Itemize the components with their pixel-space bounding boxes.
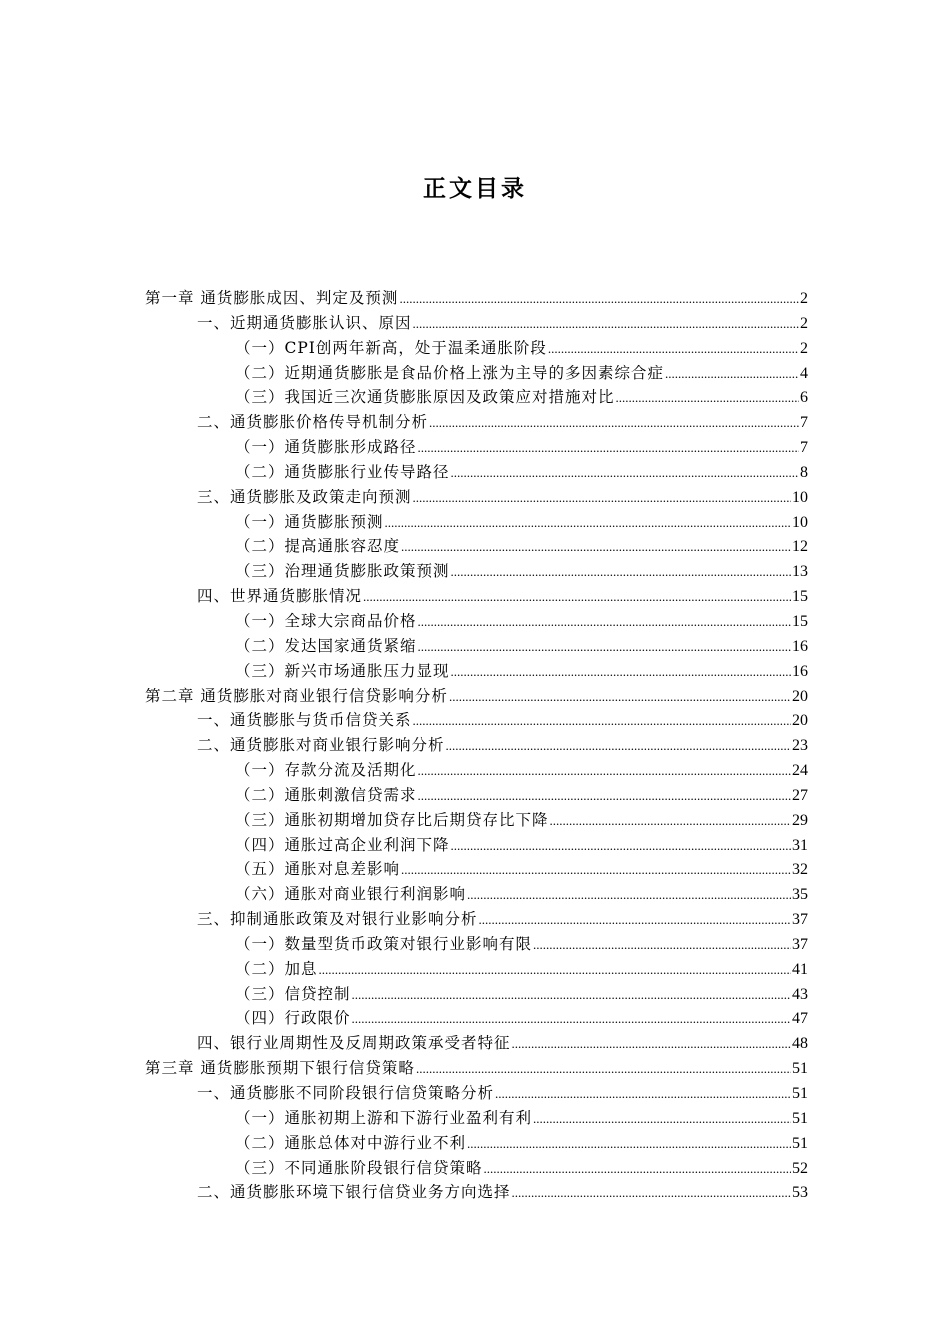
- toc-dot-leader: [616, 386, 799, 411]
- toc-entry-title: （二）通胀总体对中游行业不利: [235, 1133, 467, 1152]
- toc-dot-leader: [467, 883, 791, 908]
- toc-dot-leader: [418, 610, 791, 635]
- toc-dot-leader: [416, 1057, 791, 1082]
- toc-entry[interactable]: [145, 1031, 808, 1056]
- toc-dot-leader: [451, 461, 799, 486]
- toc-entry-title: （三）我国近三次通货膨胀原因及政策应对措施对比: [235, 388, 615, 407]
- toc-entry[interactable]: [145, 833, 808, 858]
- toc-page-number: 51: [792, 1134, 808, 1152]
- toc-entry[interactable]: [145, 584, 808, 609]
- toc-entry[interactable]: [145, 783, 808, 808]
- toc-page-number: 29: [792, 811, 808, 829]
- toc-entry-title: 二、通货膨胀价格传导机制分析: [197, 413, 429, 432]
- toc-entry[interactable]: [145, 361, 808, 386]
- toc-page-number: 2: [800, 314, 808, 332]
- toc-dot-leader: [548, 337, 799, 362]
- toc-entry[interactable]: [145, 808, 808, 833]
- toc-entry-title: 一、通货膨胀与货币信贷关系: [197, 711, 412, 730]
- toc-dot-leader: [451, 560, 791, 585]
- toc-dot-leader: [363, 585, 791, 610]
- toc-page-number: 7: [800, 414, 808, 432]
- toc-dot-leader: [533, 933, 791, 958]
- toc-entry-title: （一）存款分流及活期化: [235, 761, 417, 780]
- toc-entry[interactable]: [145, 659, 808, 684]
- toc-dot-leader: [352, 983, 791, 1008]
- toc-dot-leader: [418, 635, 791, 660]
- toc-entry-title: 三、通货膨胀及政策走向预测: [197, 487, 412, 506]
- toc-entry-title: （三）信贷控制: [235, 984, 351, 1003]
- toc-entry-title: 二、通货膨胀环境下银行信贷业务方向选择: [197, 1183, 511, 1202]
- page-title: 正文目录: [423, 176, 527, 202]
- toc-entry-title: （三）治理通货膨胀政策预测: [235, 562, 450, 581]
- toc-page-number: 51: [792, 1109, 808, 1127]
- toc-page-number: 32: [792, 861, 808, 879]
- toc-entry[interactable]: [145, 435, 808, 460]
- toc-page-number: 23: [792, 737, 808, 755]
- toc-entry-title: 第三章 通货膨胀预期下银行信贷策略: [145, 1059, 415, 1078]
- toc-dot-leader: [451, 660, 791, 685]
- toc-entry-title: （一）通货膨胀预测: [235, 512, 384, 531]
- toc-entry[interactable]: [145, 485, 808, 510]
- toc-page-number: 10: [792, 513, 808, 531]
- toc-dot-leader: [451, 834, 791, 859]
- toc-page-number: 20: [792, 712, 808, 730]
- toc-page-number: 47: [792, 1010, 808, 1028]
- toc-entry[interactable]: [145, 1006, 808, 1031]
- toc-entry[interactable]: [145, 1131, 808, 1156]
- toc-page-number: 6: [800, 389, 808, 407]
- toc-entry-title: 四、世界通货膨胀情况: [197, 587, 363, 606]
- toc-entry-title: （二）发达国家通货紧缩: [235, 636, 417, 655]
- toc-page-number: 15: [792, 612, 808, 630]
- toc-entry-title: （二）通胀刺激信贷需求: [235, 785, 417, 804]
- toc-entry-title: （一）全球大宗商品价格: [235, 611, 417, 630]
- toc-entry[interactable]: [145, 634, 808, 659]
- toc-dot-leader: [418, 759, 791, 784]
- toc-entry[interactable]: [145, 1056, 808, 1081]
- toc-entry[interactable]: [145, 882, 808, 907]
- toc-entry[interactable]: [145, 311, 808, 336]
- toc-entry-title: 第二章 通货膨胀对商业银行信贷影响分析: [145, 686, 448, 705]
- toc-dot-leader: [484, 1157, 791, 1182]
- toc-entry[interactable]: [145, 907, 808, 932]
- toc-entry[interactable]: [145, 460, 808, 485]
- toc-entry[interactable]: [145, 708, 808, 733]
- toc-entry-title: 一、近期通货膨胀认识、原因: [197, 313, 412, 332]
- toc-entry[interactable]: [145, 982, 808, 1007]
- toc-page-number: 13: [792, 563, 808, 581]
- toc-dot-leader: [401, 535, 791, 560]
- toc-page-number: 2: [800, 339, 808, 357]
- toc-page-number: 37: [792, 935, 808, 953]
- toc-entry-title: 四、银行业周期性及反周期政策承受者特征: [197, 1034, 511, 1053]
- toc-page-number: 12: [792, 538, 808, 556]
- toc-entry[interactable]: [145, 1156, 808, 1181]
- toc-page-number: 16: [792, 637, 808, 655]
- toc-entry-title: 第一章 通货膨胀成因、判定及预测: [145, 289, 399, 307]
- toc-entry[interactable]: [145, 385, 808, 410]
- toc-page-number: 7: [800, 439, 808, 457]
- toc-dot-leader: [665, 362, 799, 387]
- toc-entry-title: （二）通货膨胀行业传导路径: [235, 462, 450, 481]
- toc-entry-title: （一）数量型货币政策对银行业影响有限: [235, 934, 533, 953]
- toc-entry[interactable]: [145, 510, 808, 535]
- toc-entry[interactable]: [145, 758, 808, 783]
- toc-entry[interactable]: [145, 286, 808, 311]
- toc-dot-leader: [467, 1132, 791, 1157]
- toc-dot-leader: [418, 436, 799, 461]
- toc-page-number: 43: [792, 985, 808, 1003]
- toc-page-number: 48: [792, 1035, 808, 1053]
- toc-entry-title: （三）通胀初期增加贷存比后期贷存比下降: [235, 810, 549, 829]
- toc-entry[interactable]: [145, 609, 808, 634]
- toc-page-number: 41: [792, 960, 808, 978]
- toc-dot-leader: [352, 1007, 791, 1032]
- toc-page-number: 52: [792, 1159, 808, 1177]
- toc-entry-title: 一、通货膨胀不同阶段银行信贷策略分析: [197, 1084, 495, 1102]
- toc-entry-title: （二）加息: [235, 959, 318, 978]
- toc-entry[interactable]: [145, 1180, 808, 1205]
- toc-dot-leader: [479, 908, 791, 933]
- toc-page-number: 2: [800, 290, 808, 307]
- toc-dot-leader: [413, 312, 799, 337]
- toc-entry-title: （四）行政限价: [235, 1009, 351, 1028]
- toc-entry-title: （一）通货膨胀形成路径: [235, 438, 417, 457]
- toc-dot-leader: [512, 1032, 791, 1057]
- toc-dot-leader: [429, 411, 799, 436]
- toc-page-number: 53: [792, 1184, 808, 1202]
- toc-entry-title: （一）CPI创两年新高，处于温柔通胀阶段: [235, 338, 547, 357]
- toc-dot-leader: [446, 734, 791, 759]
- toc-entry-title: （一）通胀初期上游和下游行业盈利有利: [235, 1108, 533, 1127]
- toc-dot-leader: [533, 1107, 791, 1132]
- toc-dot-leader: [449, 685, 791, 710]
- toc-page-number: 20: [792, 687, 808, 705]
- toc-entry[interactable]: [145, 336, 808, 361]
- toc-dot-leader: [401, 858, 791, 883]
- toc-entry-title: 三、抑制通胀政策及对银行业影响分析: [197, 910, 478, 929]
- toc-entry-title: （六）通胀对商业银行利润影响: [235, 885, 467, 904]
- toc-entry[interactable]: [145, 410, 808, 435]
- toc-dot-leader: [413, 486, 791, 511]
- toc-entry-title: （四）通胀过高企业利润下降: [235, 835, 450, 854]
- toc-entry[interactable]: [145, 957, 808, 982]
- toc-entry-title: （二）近期通货膨胀是食品价格上涨为主导的多因素综合症: [235, 363, 665, 382]
- toc-entry-title: 二、通货膨胀对商业银行影响分析: [197, 736, 445, 755]
- toc-dot-leader: [550, 809, 791, 834]
- toc-entry[interactable]: [145, 1106, 808, 1131]
- toc-page-number: 16: [792, 662, 808, 680]
- toc-page-number: 10: [792, 488, 808, 506]
- toc-entry-title: （二）提高通胀容忍度: [235, 537, 401, 556]
- toc-page-number: 24: [792, 762, 808, 780]
- toc-page-number: 37: [792, 911, 808, 929]
- toc-entry[interactable]: [145, 1081, 808, 1106]
- toc-dot-leader: [319, 958, 791, 983]
- toc-page-number: 51: [792, 1085, 808, 1102]
- toc-entry[interactable]: [145, 559, 808, 584]
- toc-dot-leader: [413, 709, 791, 734]
- toc-entry[interactable]: [145, 733, 808, 758]
- toc-entry[interactable]: [145, 534, 808, 559]
- toc-dot-leader: [399, 287, 799, 312]
- toc-page-number: 51: [792, 1060, 808, 1078]
- toc-page-number: 8: [800, 463, 808, 481]
- toc-dot-leader: [512, 1181, 791, 1206]
- toc-dot-leader: [418, 784, 791, 809]
- toc-entry[interactable]: [145, 857, 808, 882]
- toc-page-number: 4: [800, 364, 808, 382]
- toc-page-number: 31: [792, 836, 808, 854]
- toc-page-number: 35: [792, 886, 808, 904]
- toc-page-number: 27: [792, 786, 808, 804]
- toc-dot-leader: [495, 1082, 791, 1107]
- toc-entry-title: （五）通胀对息差影响: [235, 860, 401, 879]
- toc-dot-leader: [385, 511, 791, 536]
- toc-entry-title: （三）不同通胀阶段银行信贷策略: [235, 1158, 483, 1177]
- toc-page-number: 15: [792, 588, 808, 606]
- table-of-contents: [145, 286, 808, 1205]
- toc-entry[interactable]: [145, 684, 808, 709]
- toc-entry[interactable]: [145, 932, 808, 957]
- toc-entry-title: （三）新兴市场通胀压力显现: [235, 661, 450, 680]
